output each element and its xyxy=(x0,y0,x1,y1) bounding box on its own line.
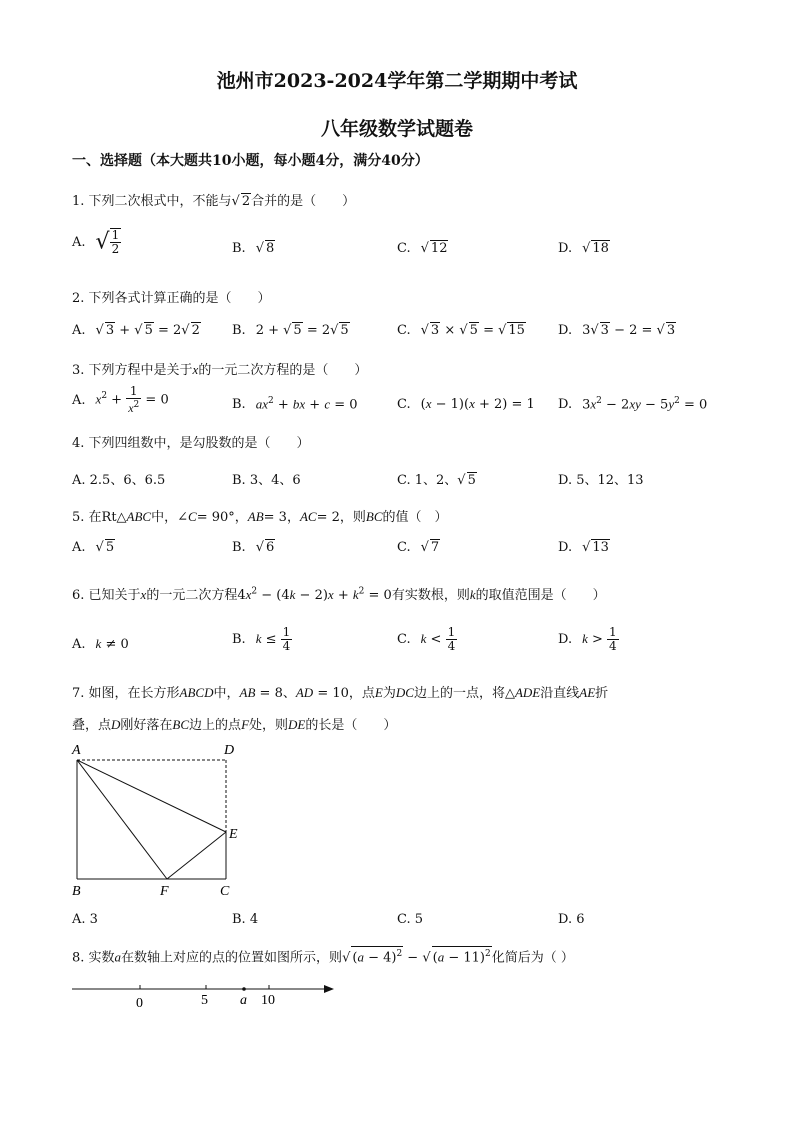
exam-subtitle: 八年级数学试题卷 xyxy=(320,118,473,140)
q6-option-b: B. k ≤ $\frac{1}{4}$ xyxy=(232,625,291,653)
fold-line-ae xyxy=(77,760,226,832)
point-label-a: a xyxy=(240,993,247,1008)
number-line-arrow xyxy=(324,985,334,993)
point-a xyxy=(242,987,246,991)
tick-label-10: 10 xyxy=(261,993,275,1008)
q4-option-b: B. 3、4、6 xyxy=(232,473,301,488)
q2-option-d: D. 3√ 3 − 2 = √ 3 xyxy=(558,323,676,338)
q5-option-b: B. √ 6 xyxy=(232,540,275,555)
q4-option-c: C. 1、2、√ 5 xyxy=(397,473,476,488)
q7-option-c: C. 5 xyxy=(397,912,424,927)
question-2: 2. 下列各式计算正确的是（ ） xyxy=(72,291,271,306)
q1-option-b: B. √ 8 xyxy=(232,241,275,256)
exam-title: 池州市2023-2024学年第二学期期中考试 xyxy=(216,70,578,92)
q7-rectangle-figure xyxy=(60,736,260,900)
question-5: 5. 在Rt△ABC中，∠C= 90°，AB= 3，AC= 2，则BC的值（ ） xyxy=(72,509,448,525)
q2-option-c: C. √ 3 × √ 5 = √ 15 xyxy=(397,323,525,338)
q1-option-c: C. √ 12 xyxy=(397,241,448,256)
label-a: A xyxy=(72,743,81,758)
segment-af xyxy=(77,760,167,879)
q3-option-c: C. (x − 1)(x + 2) = 1 xyxy=(397,396,535,412)
q5-option-d: D. √ 13 xyxy=(558,540,609,555)
q4-option-a: A. 2.5、6、6.5 xyxy=(72,473,166,488)
q7-option-b: B. 4 xyxy=(232,912,259,927)
q7-option-d: D. 6 xyxy=(558,912,585,927)
section-heading: 一、选择题（本大题共10小题，每小题4分，满分40分） xyxy=(72,153,429,169)
label-d: D xyxy=(224,743,235,758)
question-7-line1: 7. 如图，在长方形ABCD中，AB = 8、AD = 10，点E为DC边上的一点，将△ADE沿直线AE折 xyxy=(72,685,609,701)
label-f: F xyxy=(160,884,169,899)
q1-option-a: A. √ $\frac{1}{2}$ xyxy=(72,228,120,256)
q6-option-a: A. k ≠ 0 xyxy=(72,636,129,652)
q6-option-c: C. k < $\frac{1}{4}$ xyxy=(397,625,456,653)
segment-fe xyxy=(167,832,226,879)
q5-option-c: C. √ 7 xyxy=(397,540,440,555)
number-line xyxy=(66,976,346,1016)
question-4: 4. 下列四组数中，是勾股数的是（ ） xyxy=(72,436,310,451)
question-8: 8. 实数a在数轴上对应的点的位置如图所示，则√ $(a - 4)^2$ − √ $(a - 11)^2$化简后为（ ） xyxy=(72,946,574,965)
q7-option-a: A. 3 xyxy=(72,912,98,927)
question-3: 3. 下列方程中是关于x的一元二次方程的是（ ） xyxy=(72,362,368,378)
question-6: 6. 已知关于x的一元二次方程$4x^2 - (4k - 2)x + k^2 = 0$有实数根，则k的取值范围是（ ） xyxy=(72,586,606,603)
label-e: E xyxy=(229,827,238,842)
tick-label-0: 0 xyxy=(136,996,143,1011)
q5-option-a: A. √ 5 xyxy=(72,540,115,555)
label-b: B xyxy=(72,884,81,899)
q3-option-d: D. $3x^2 - 2xy - 5y^2 = 0$ xyxy=(558,396,708,413)
q2-option-b: B. 2 + √ 5 = 2√ 5 xyxy=(232,323,349,338)
question-1: 1. 下列二次根式中，不能与√ 2合并的是（ ） xyxy=(72,194,356,209)
q1-option-d: D. √ 18 xyxy=(558,241,609,256)
label-c: C xyxy=(220,884,230,899)
question-7-line2: 叠，点D刚好落在BC边上的点F处，则DE的长是（ ） xyxy=(72,717,397,733)
q3-option-b: B. $ax^2$ + bx + c = 0 xyxy=(232,396,358,413)
tick-label-5: 5 xyxy=(201,993,208,1008)
q2-option-a: A. √ 3 + √ 5 = 2√ 2 xyxy=(72,323,200,338)
q4-option-d: D. 5、12、13 xyxy=(558,473,644,488)
q3-option-a: A. $x^2$ + $\frac{1}{x^2}$ = 0 xyxy=(72,384,169,415)
q6-option-d: D. k > $\frac{1}{4}$ xyxy=(558,625,617,653)
